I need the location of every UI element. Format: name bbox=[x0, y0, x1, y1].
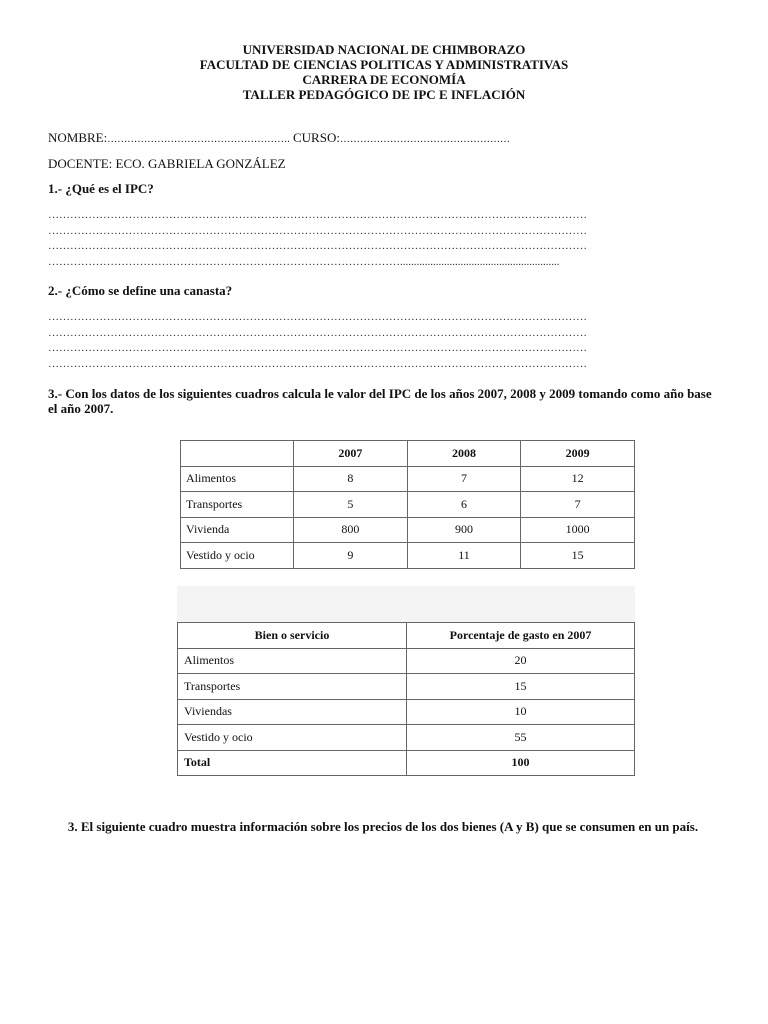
question-1: 1.- ¿Qué es el IPC? bbox=[48, 181, 154, 196]
table-cell: 7 bbox=[407, 466, 521, 492]
table-cell: Total bbox=[178, 750, 407, 776]
question-4: 3. El siguiente cuadro muestra información sobre los precios de los dos bienes (A y B) que se consumen en un país. bbox=[67, 819, 699, 834]
career-name: CARRERA DE ECONOMÍA bbox=[302, 72, 466, 87]
table-cell: Transportes bbox=[178, 674, 407, 700]
weights-table bbox=[177, 622, 635, 776]
table-row bbox=[181, 466, 635, 492]
table-header-cell bbox=[181, 441, 294, 467]
table-cell: Vivienda bbox=[181, 517, 294, 543]
table-row bbox=[178, 725, 635, 751]
table-header-row bbox=[181, 441, 635, 467]
table-cell: 11 bbox=[407, 543, 521, 569]
answer-line: ………………………………………………………………………………………………………………………………… bbox=[48, 240, 587, 252]
table-cell: 55 bbox=[407, 725, 635, 751]
answer-lines-q1 bbox=[48, 208, 716, 270]
table-row bbox=[181, 492, 635, 518]
table-row bbox=[181, 543, 635, 569]
table-cell: Transportes bbox=[181, 492, 294, 518]
table-header-cell: 2009 bbox=[521, 441, 635, 467]
table-cell: Alimentos bbox=[181, 466, 294, 492]
table-row bbox=[178, 699, 635, 725]
answer-line: ………………………………………………………………………………………………………………………………… bbox=[48, 224, 587, 237]
table-row bbox=[181, 517, 635, 543]
nombre-label: NOMBRE: bbox=[48, 130, 108, 145]
curso-field: …………………………………………… bbox=[339, 134, 510, 145]
workshop-title: TALLER PEDAGÓGICO DE IPC E INFLACIÓN bbox=[242, 87, 526, 102]
nombre-field: ………………………………………………. bbox=[107, 134, 290, 145]
table-cell: Vestido y ocio bbox=[178, 725, 407, 751]
table-cell: 5 bbox=[294, 492, 408, 518]
table-cell: 900 bbox=[407, 517, 521, 543]
table-header-cell: Bien o servicio bbox=[178, 623, 407, 649]
table-cell: 6 bbox=[407, 492, 521, 518]
faculty-name: FACULTAD DE CIENCIAS POLITICAS Y ADMINISTRATIVAS bbox=[199, 57, 569, 72]
question-3: 3.- Con los datos de los siguientes cuadros calcula le valor del IPC de los años 2007, 2008 y 2009 tomando como año base el año 2007. bbox=[48, 386, 712, 416]
table-cell: Alimentos bbox=[178, 648, 407, 674]
table-image-background bbox=[177, 586, 635, 622]
answer-lines-q2 bbox=[48, 310, 716, 372]
table-cell: 800 bbox=[294, 517, 408, 543]
table-cell: 8 bbox=[294, 466, 408, 492]
university-name: UNIVERSIDAD NACIONAL DE CHIMBORAZO bbox=[242, 42, 526, 57]
table-cell: 1000 bbox=[521, 517, 635, 543]
table-header-cell: Porcentaje de gasto en 2007 bbox=[407, 623, 635, 649]
question-2: 2.- ¿Cómo se define una canasta? bbox=[48, 283, 233, 298]
answer-line: ………………………………………………………………………………………………………………………………… bbox=[48, 311, 587, 323]
table-cell: 9 bbox=[294, 543, 408, 569]
document-header bbox=[0, 42, 768, 102]
table-cell: 20 bbox=[407, 648, 635, 674]
answer-line: ………………………………………………………………………………………………………………………………… bbox=[48, 209, 587, 221]
answer-line: ………………………………………………………………………………………………………………………………… bbox=[48, 326, 587, 339]
docente-line: DOCENTE: ECO. GABRIELA GONZÁLEZ bbox=[48, 156, 286, 171]
table-cell: 15 bbox=[521, 543, 635, 569]
table-cell: 7 bbox=[521, 492, 635, 518]
student-info-line bbox=[48, 130, 510, 146]
table-row bbox=[178, 648, 635, 674]
table-cell: Viviendas bbox=[178, 699, 407, 725]
curso-label: CURSO: bbox=[292, 130, 340, 145]
table-header-cell: 2007 bbox=[294, 441, 408, 467]
table-header-row bbox=[178, 623, 635, 649]
answer-line: ………………………………………………………………………………………………………………………………… bbox=[48, 342, 587, 354]
table-cell: 12 bbox=[521, 466, 635, 492]
table-cell: 10 bbox=[407, 699, 635, 725]
table-total-row bbox=[178, 750, 635, 776]
table-cell: 15 bbox=[407, 674, 635, 700]
table-cell: Vestido y ocio bbox=[181, 543, 294, 569]
answer-line: ………………………………………………………………………………………………………………………………… bbox=[48, 357, 587, 370]
prices-table bbox=[180, 440, 635, 569]
answer-line: …………………………………………………………………………………….......................................................... bbox=[48, 255, 560, 268]
table-header-cell: 2008 bbox=[407, 441, 521, 467]
table-row bbox=[178, 674, 635, 700]
table-cell: 100 bbox=[407, 750, 635, 776]
